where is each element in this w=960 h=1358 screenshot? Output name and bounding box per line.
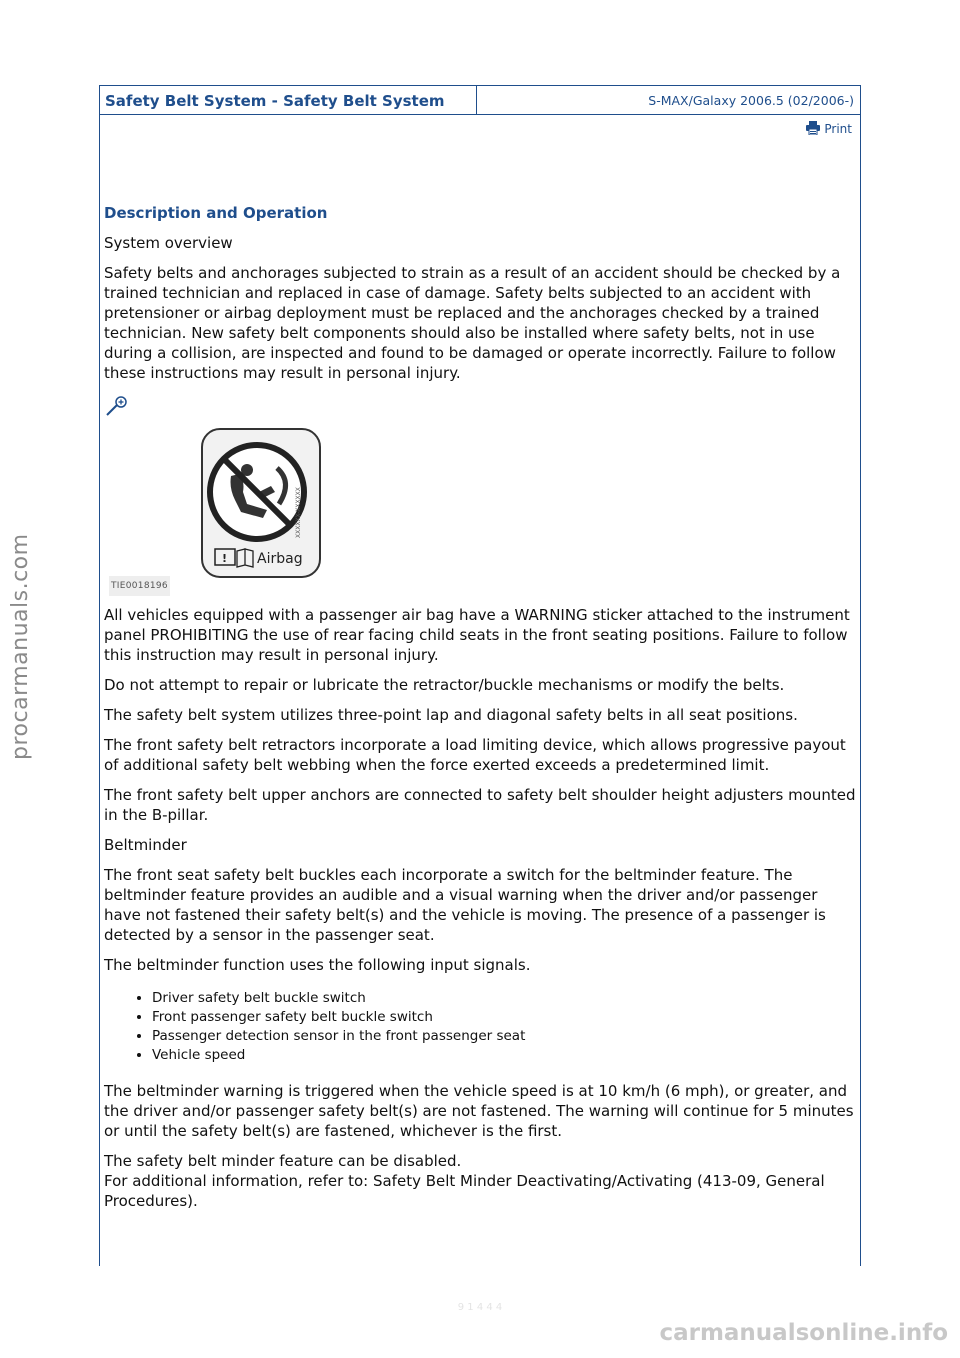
document-frame [99,85,861,1266]
zoom-icon[interactable] [106,396,128,416]
paragraph-input-signals: The beltminder function uses the following input signals. [104,956,531,974]
document-header [100,86,860,115]
paragraph-do-not-repair: Do not attempt to repair or lubricate the retractor/buckle mechanisms or modify the belts. [104,676,785,694]
paragraph-safety-belts-inspection: Safety belts and anchorages subjected to strain as a result of an accident should be checked by a trained technician and replaced in case of damage. Safety belts subjected to an accident with pretensioner or airbag deployment must be replaced and the anchorages checked by a trained technician. New safety belt components should also be installed where safety belts, not in use during a collision, are inspected and found to be damaged or operate incorrectly. Failure to follow these instructions may result in personal injury. [104,264,841,382]
section-title: Description and Operation [104,204,328,222]
sticker-code: XXXXXX-XXXXXX [295,487,302,538]
paragraph-beltminder-description: The front seat safety belt buckles each incorporate a switch for the beltminder feature. The beltminder feature provides an audible and a visual warning when the driver and/or passenger have not fastened their safety belt(s) and the vehicle is moving. The presence of a passenger is detected by a sensor in the passenger seat. [104,866,826,944]
print-toolbar [100,115,860,139]
figure-airbag-sticker [104,393,856,595]
subheading-beltminder: Beltminder [104,836,187,854]
print-label: Print [824,122,852,136]
minder-reference-link[interactable]: For additional information, refer to: Safety Belt Minder Deactivating/Activating (413-09, General Procedures). [104,1172,825,1210]
side-watermark: procarmanuals.com [8,533,33,760]
minder-disable-text: The safety belt minder feature can be disabled. [104,1152,462,1170]
paragraph-upper-anchors: The front safety belt upper anchors are connected to safety belt shoulder height adjusters mounted in the B-pillar. [104,786,856,824]
vehicle-model: S-MAX/Galaxy 2006.5 (02/2006-) [648,93,854,108]
sticker-label: Airbag [257,551,303,567]
document-title: Safety Belt System - Safety Belt System [100,86,477,114]
page-number: 9 1 4 4 4 [457,1302,503,1313]
list-item: • Driver safety belt buckle switch [152,989,856,1008]
svg-text:!: ! [222,552,228,565]
airbag-warning-sticker [201,428,321,578]
printer-icon [805,121,821,135]
bottom-watermark: carmanualsonline.info [659,1320,948,1346]
paragraph-system-overview: System overview [104,234,233,252]
paragraph-passenger-airbag-warning: All vehicles equipped with a passenger air bag have a WARNING sticker attached to the instrument panel PROHIBITING the use of rear facing child seats in the front seating positions. Failure to follow this instruction may result in personal injury. [104,606,850,664]
list-item: • Vehicle speed [152,1046,856,1065]
print-button[interactable] [805,122,852,136]
paragraph-load-limiter: The front safety belt retractors incorporate a load limiting device, which allows progressive payout of additional safety belt webbing when the force exerted exceeds a predetermined limit. [104,736,846,774]
list-item: • Passenger detection sensor in the front passenger seat [152,1027,856,1046]
paragraph-three-point-belts: The safety belt system utilizes three-point lap and diagonal safety belts in all seat positions. [104,706,798,724]
figure-id: TIE0018196 [109,576,170,596]
paragraph-warning-trigger: The beltminder warning is triggered when the vehicle speed is at 10 km/h (6 mph), or greater, and the driver and/or passenger safety belt(s) are not fastened. The warning will continue for 5 minutes or until the safety belt(s) are fastened, whichever is the first. [104,1082,854,1140]
paragraph-minder-disable [104,1151,856,1211]
document-body [100,203,860,1211]
list-item: • Front passenger safety belt buckle switch [152,1008,856,1027]
input-signals-list [104,989,856,1065]
